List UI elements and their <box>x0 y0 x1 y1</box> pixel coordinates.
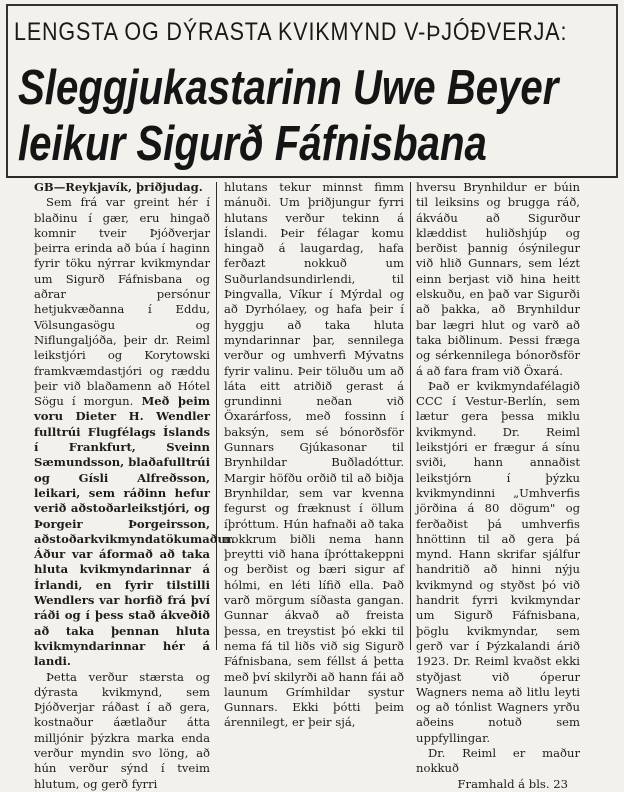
continued-note: Framhald á bls. 23 <box>457 776 568 791</box>
byline: GB—Reykjavík, þriðjudag. <box>34 180 203 194</box>
article-column-3 <box>416 180 580 791</box>
paragraph-intro-text: Sem frá var greint hér í blaðinu í gær, eru hingað komnir tveir Þjóðverjar þeirra erinda að búa í haginn fyrir töku nýrrar kvikmyndar um Sigurð Fáfnisbana og aðrar persónur hetjukvæðanna í Eddu, Völsungasögu og Niflungaljóða, þeir dr. Reiml leikstjóri og Korytowski framkvæmdastjóri og ræddu þeir við blaðamenn að Hótel Sögu í morgun. <box>34 195 210 409</box>
main-headline-line-1: Sleggjukastarinn Uwe Beyer <box>18 61 559 115</box>
paragraph-locations: hlutans tekur minnst fimm mánuði. Um þriðjungur fyrri hlutans verður tekinn á Íslandi. Þeir félagar komu hingað á laugardag, hafa ferðazt nokkuð um Suðurlandsundirlendi, til Þingvalla, Víkur í Mýrdal og að Dyrhólaey, og hafa þeir í hyggju að taka hluta myndarinnar þar, sennilega verður og umhverfi Mývatns fyrir valinu. Þeir töluðu um að láta eitt atriðið gerast á grundinni neðan við Öxarárfoss, með fossinn í baksýn, sem sé bónorðsför Gunnars Gjúkasonar til Brynhildar Buðladóttur. Margir höfðu orðið til að biðja Brynhildar, sem var kvenna fegurst og fræknust í öllum íþróttum. Hún hafnaði að taka nokkrum biðli nema hann þreytti við hana íþróttakeppni og berðist og bæri sigur af hólmi, en léti lífið ella. Það varð mörgum síðasta gangan. Gunnar ákvað að freista þessa, en treystist þó ekki til nema fá til liðs við sig Sigurð Fáfnisbana, sem féllst á þetta með því skilyrði að hann fái að launum Grímhildar systur Gunnars. Ekki þótti þeim árennilegt, er þeir sjá, <box>224 180 404 730</box>
paragraph-budget: Þetta verður stærsta og dýrasta kvikmynd, sem Þjóðverjar ráðast í að gera, kostnaður áætlaður átta milljónir þýzkra marka enda verður myndin svo löng, að hún verður sýnd í tveim hlutum, og gerð fyrri <box>34 669 210 791</box>
paragraph-reiml: Dr. Reiml er maður nokkuð <box>416 745 580 776</box>
paragraph-ccc: Það er kvikmyndafélagið CCC í Vestur-Berlín, sem lætur gera þessa miklu kvikmynd. Dr. Reiml leikstjóri er frægur á sínu sviði, hann annaðist leikstjórn í þýzku kvikmyndinni „Umhverfis jörðina á 80 dögum" og ferðaðist þá umhverfis hnöttinn til að gera þá mynd. Hann skrifar sjálfur handritið að hinni nýju kvikmynd og styðst þó við handrit fyrri kvikmyndar um Sigurð Fáfnisbana, þöglu kvikmyndar, sem gerð var í Þýzkalandi árið 1923. Dr. Reiml kvaðst ekki styðjast við óperur Wagners nema að litlu leyti og að tónlist Wagners yrðu aðeins notuð sem uppfyllingar. <box>416 378 580 745</box>
article-column-1 <box>34 180 236 791</box>
column-rule-2 <box>410 182 411 650</box>
main-headline-line-2: leikur Sigurð Fáfnisbana <box>18 117 487 171</box>
headline-divider <box>6 176 618 178</box>
paragraph-brynhildur: hversu Brynhildur er búin til leiksins og brugga ráð, ákváðu að Sigurður klæddist huliðshjúp og berðist þannig ósýnilegur við hlið Gunnars, sem lézt einn berjast við hina heitt elskuðu, en það var Sigurði að þakka, að Brynhildur bar lægri hlut og varð að taka biðlinum. Þessi fræga og sérkennilega bónorðsför á að fara fram við Öxará. <box>416 180 580 378</box>
paragraph-ireland-text: Áður var áformað að taka hluta kvikmyndarinnar á Írlandi, en fyrir tilstilli Wendlers var horfið frá því ráði og í þess stað ákveðið að taka þennan hluta kvikmyndarinnar hér á landi. <box>34 547 210 669</box>
kicker-headline: LENGSTA OG DÝRASTA KVIKMYND V-ÞJÓÐVERJA: <box>14 18 568 46</box>
paragraph-intro <box>34 195 236 669</box>
column-rule-1 <box>216 182 217 650</box>
article-column-2 <box>224 180 404 730</box>
paragraph-attendees-text: Með þeim voru Dieter H. Wendler fulltrúi Flugfélags Íslands í Frankfurt, Sveinn Sæmundsson, blaðafulltrúi og Gísli Alfreðsson, leikari, sem ráðinn hefur verið aðstoðarleikstjóri, og Þorgeir Þorgeirsson, aðstoðarkvikmyndatökumaður. <box>34 394 236 546</box>
